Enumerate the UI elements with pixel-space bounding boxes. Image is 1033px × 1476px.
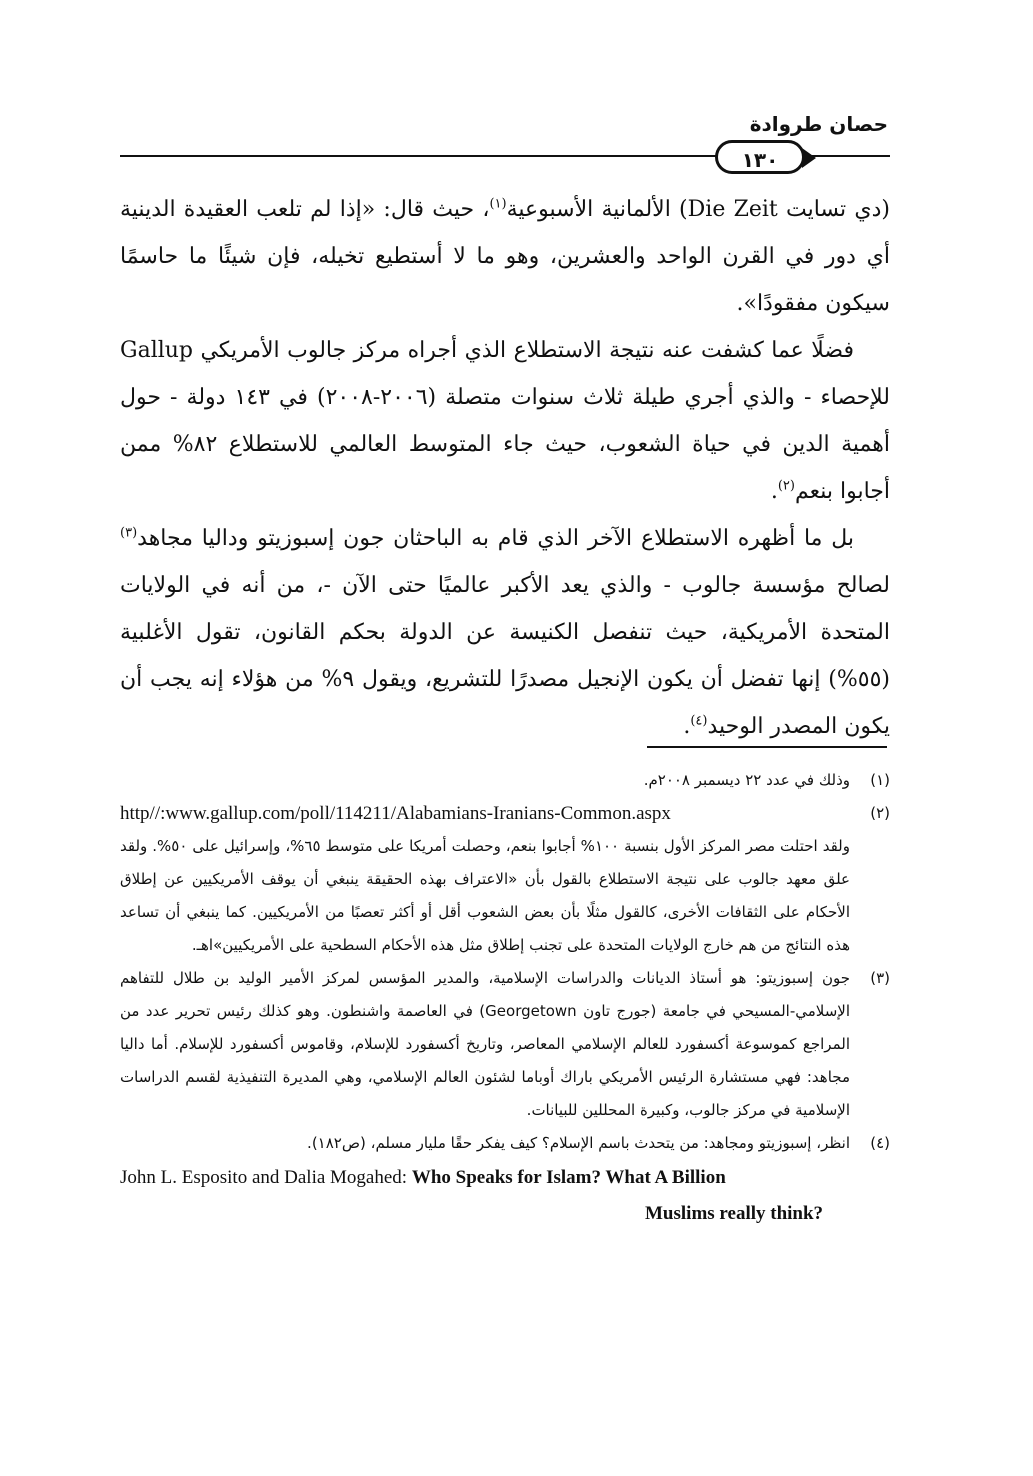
paragraph-3: بل ما أظهره الاستطلاع الآخر الذي قام به الباحثان جون إسبوزيتو وداليا مجاهد$^{(٣)}$ لصالح مؤسسة جالوب - والذي يعد الأكبر عالميًا حتى الآن -، من أنه في الولايات المتحدة الأمريكية، حيث تنفصل الكنيسة عن الدولة بحكم القانون، تقول الأغلبية (٥٥%) إنها تفضل أن يكون الإنجيل مصدرًا للتشريع، ويقول ٩% من هؤلاء إنه يجب أن يكون المصدر الوحيد$^{(٤)}$. [120, 525, 891, 739]
paragraph-2: فضلًا عما كشفت عنه نتيجة الاستطلاع الذي أجراه مركز جالوب الأمريكي Gallup للإحصاء - والذي أجري طيلة ثلاث سنوات متصلة (٢٠٠٦-٢٠٠٨) في ١٤٣ دولة - حول أهمية الدين في حياة الشعوب، حيث جاء المتوسط العالمي للاستطلاع ٨٢% ممن أجابوا بنعم$^{(٢)}$. [120, 338, 891, 504]
footnote-text: جون إسبوزيتو: هو أستاذ الديانات والدراسات الإسلامية، والمدير المؤسس لمركز الأمير الوليد بن طلال للتفاهم الإسلامي-المسيحي في جامعة (جورج تاون Georgetown) في العاصمة واشنطون. وهو كذلك رئيس تحرير عدد من المراجع كموسوعة أكسفورد للعالم الإسلامي المعاصر، وتاريخ أكسفورد للإسلام، وقاموس أكسفورد للإسلام. أما داليا مجاهد: فهي مستشارة الرئيس الأمريكي باراك أوباما لشئون العالم الإسلامي، وهي المديرة التنفيذية لقسم الدراسات الإسلامية في مركز جالوب، وكبيرة المحللين للبيانات. [120, 969, 851, 1119]
footnote-number: (١) [870, 771, 890, 789]
footnote-separator [647, 746, 887, 748]
footnote-ref-1[interactable]: (١) [489, 196, 507, 212]
reference-title-continued: Muslims really think? [645, 1203, 824, 1224]
footnote-text: وذلك في عدد ٢٢ ديسمبر ٢٠٠٨م. [643, 771, 850, 789]
footnote-number: (٢) [870, 804, 890, 822]
running-header-title: حصان طروادة [749, 112, 888, 136]
footnotes [120, 764, 890, 1232]
footnote-3 [120, 962, 890, 1127]
footnote-4 [120, 1127, 890, 1160]
page-number-badge: ١٣٠ [715, 140, 805, 174]
footnote-url-link[interactable]: http//:www.gallup.com/poll/114211/Alabamians-Iranians-Common.aspx [120, 803, 671, 824]
footnote-number: (٤) [870, 1134, 890, 1152]
book-reference [120, 1160, 890, 1196]
footnote-2 [120, 797, 890, 962]
footnote-text: انظر، إسبوزيتو ومجاهد: من يتحدث باسم الإسلام؟ كيف يفكر حقًا مليار مسلم، (ص١٨٢). [307, 1134, 850, 1152]
footnote-ref-4[interactable]: (٤) [690, 713, 708, 729]
footnote-number: (٣) [870, 969, 890, 987]
reference-authors: John L. Esposito and Dalia Mogahed: [120, 1167, 412, 1188]
footnote-ref-3[interactable]: (٣) [120, 525, 138, 541]
paragraph-1: (دي تسايت Die Zeit) الألمانية الأسبوعية$^{(١)}$، حيث قال: «إذا لم تلعب العقيدة الدينية أي دور في القرن الواحد والعشرين، وهو ما لا أستطيع تخيله، فإن شيئًا ما حاسمًا سيكون مفقودًا». [120, 196, 890, 316]
main-text [120, 186, 890, 750]
footnote-1 [120, 764, 890, 797]
reference-title: Who Speaks for Islam? What A Billion [411, 1167, 726, 1188]
footnote-text: ولقد احتلت مصر المركز الأول بنسبة ١٠٠% أجابوا بنعم، وحصلت أمريكا على متوسط ٦٥%، وإسرائيل على ٥٠%. ولقد علق معهد جالوب على نتيجة الاستطلاع بالقول بأن «الاعتراف بهذه الحقيقة ينبغي أن يوقف الأمريكيين عن إطلاق الأحكام على الثقافات الأخرى، كالقول مثلًا بأن بعض الشعوب أقل أو أكثر تعصبًا من الأمريكيين. كما ينبغي أن تساعد هذه النتائج من هم خارج الولايات المتحدة على تجنب إطلاق مثل هذه الأحكام السطحية على الأمريكيين»اهـ. [120, 837, 850, 954]
footnote-ref-2[interactable]: (٢) [777, 478, 795, 494]
